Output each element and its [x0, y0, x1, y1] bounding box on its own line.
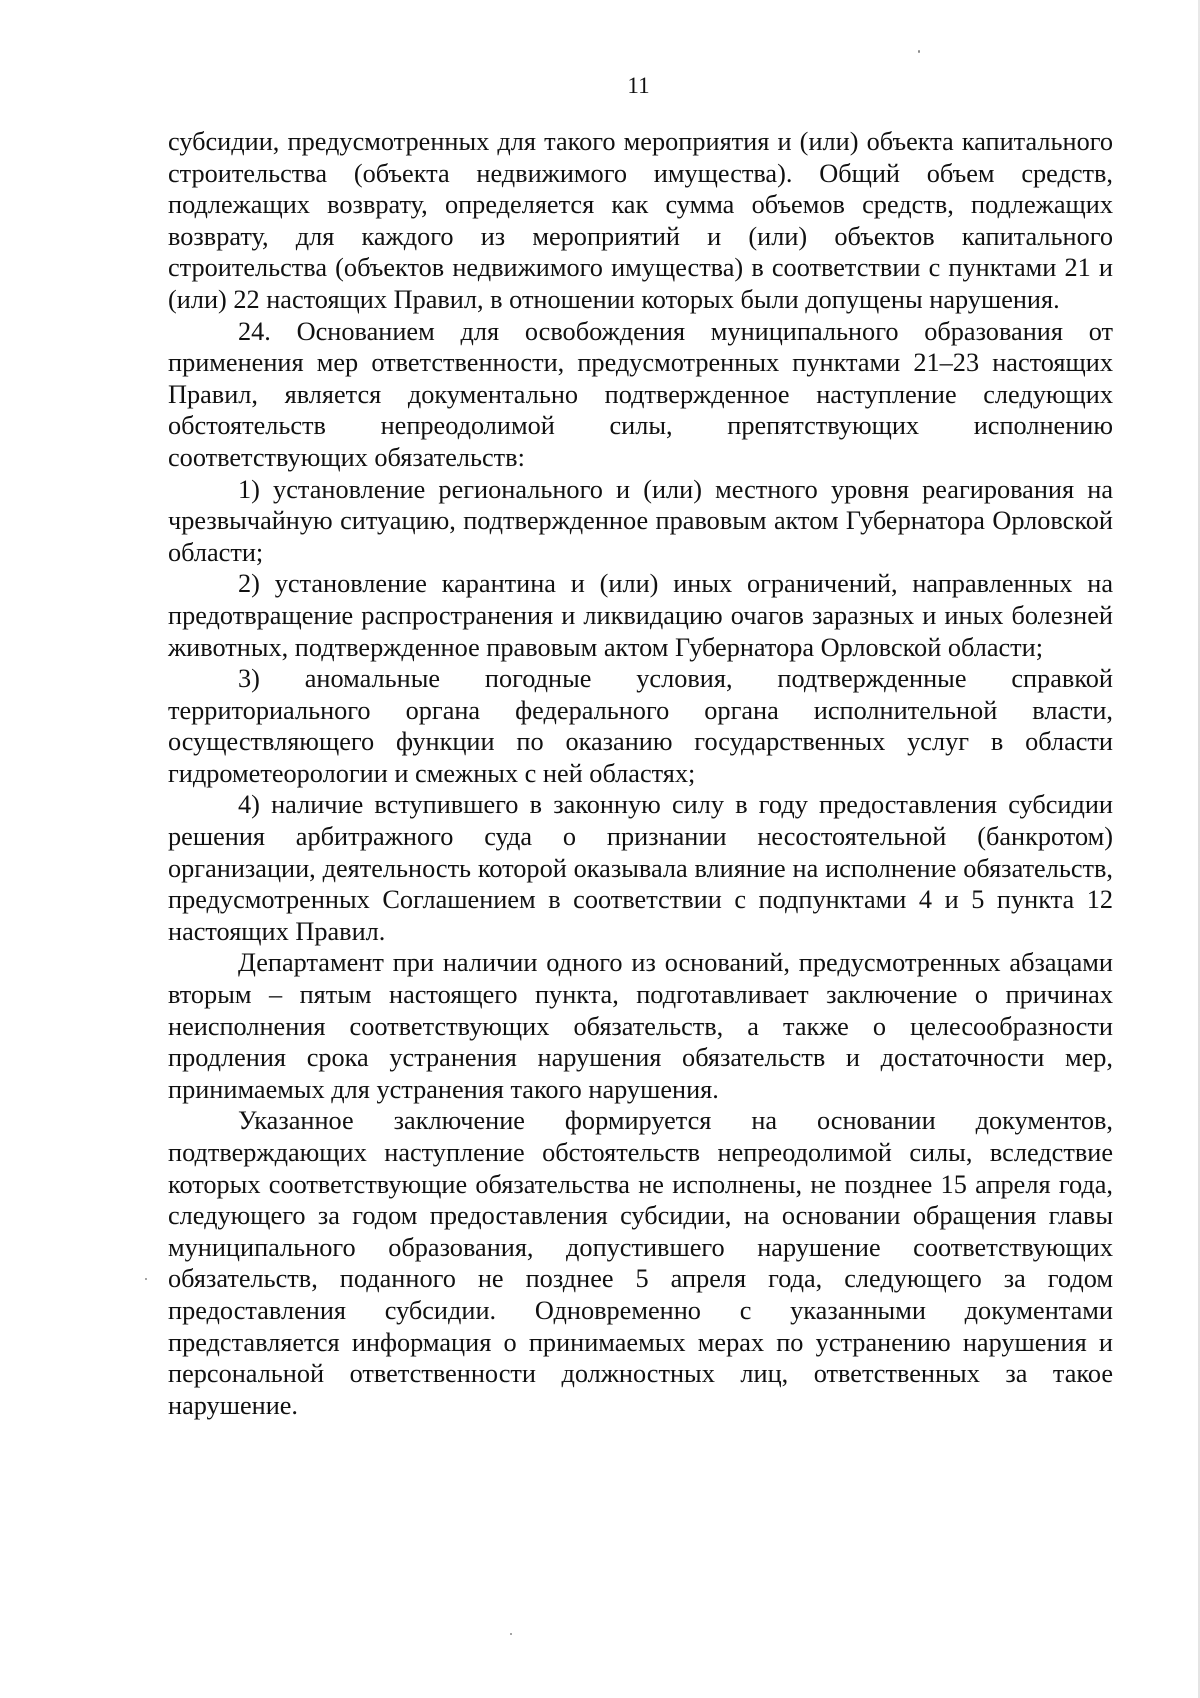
paragraph-conclusion: Указанное заключение формируется на основании документов, подтверждающих наступление обстоятельств непреодолимой силы, вследствие которых соответствующие обязательства не исполнены, не позднее 15 апреля года, следующего за годом предоставления субсидии, на основании обращения главы муниципального образования, допустившего нарушение соответствующих обязательств, поданного не позднее 5 апреля года, следующего за годом предоставления субсидии. Одновременно с указанными документами представляется информация о принимаемых мерах по устранению нарушения и персональной ответственности должностных лиц, ответственных за такое нарушение. — [168, 1106, 1113, 1420]
scan-speck — [510, 1633, 512, 1635]
scan-speck — [145, 1278, 147, 1280]
paragraph-department: Департамент при наличии одного из оснований, предусмотренных абзацами вторым – пятым настоящего пункта, подготавливает заключение о причинах неисполнения соответствующих обязательств, а также о целесообразности продления срока устранения нарушения обязательств и достаточности мер, принимаемых для устранения такого нарушения. — [168, 948, 1113, 1104]
document-body — [168, 126, 1113, 1421]
paragraph-24: 24. Основанием для освобождения муниципального образования от применения мер ответственности, предусмотренных пунктами 21–23 настоящих Правил, является документально подтвержденное наступление следующих обстоятельств непреодолимой силы, препятствующих исполнению соответствующих обязательств: — [168, 316, 1113, 472]
list-item-2: 2) установление карантина и (или) иных ограничений, направленных на предотвращение распространения и ликвидацию очагов заразных и иных болезней животных, подтвержденное правовым актом Губернатора Орловской области; — [168, 569, 1113, 662]
paragraph-continuation: субсидии, предусмотренных для такого мероприятия и (или) объекта капитального строительства (объекта недвижимого имущества). Общий объем средств, подлежащих возврату, определяется как сумма объемов средств, подлежащих возврату, для каждого из мероприятий и (или) объектов капитального строительства (объектов недвижимого имущества) в соответствии с пунктами 21 и (или) 22 настоящих Правил, в отношении которых были допущены нарушения. — [168, 127, 1113, 314]
page-number: 11 — [627, 73, 650, 98]
list-item-1: 1) установление регионального и (или) местного уровня реагирования на чрезвычайную ситуацию, подтвержденное правовым актом Губернатора Орловской области; — [168, 474, 1113, 567]
list-item-4: 4) наличие вступившего в законную силу в году предоставления субсидии решения арбитражного суда о признании несостоятельной (банкротом) организации, деятельность которой оказывала влияние на исполнение обязательств, предусмотренных Соглашением в соответствии с подпунктами 4 и 5 пункта 12 настоящих Правил. — [168, 790, 1113, 946]
list-item-3: 3) аномальные погодные условия, подтвержденные справкой территориального органа федерального органа исполнительной власти, осуществляющего функции по оказанию государственных услуг в области гидрометеорологии и смежных с ней областях; — [168, 664, 1113, 788]
scan-speck — [918, 50, 920, 53]
